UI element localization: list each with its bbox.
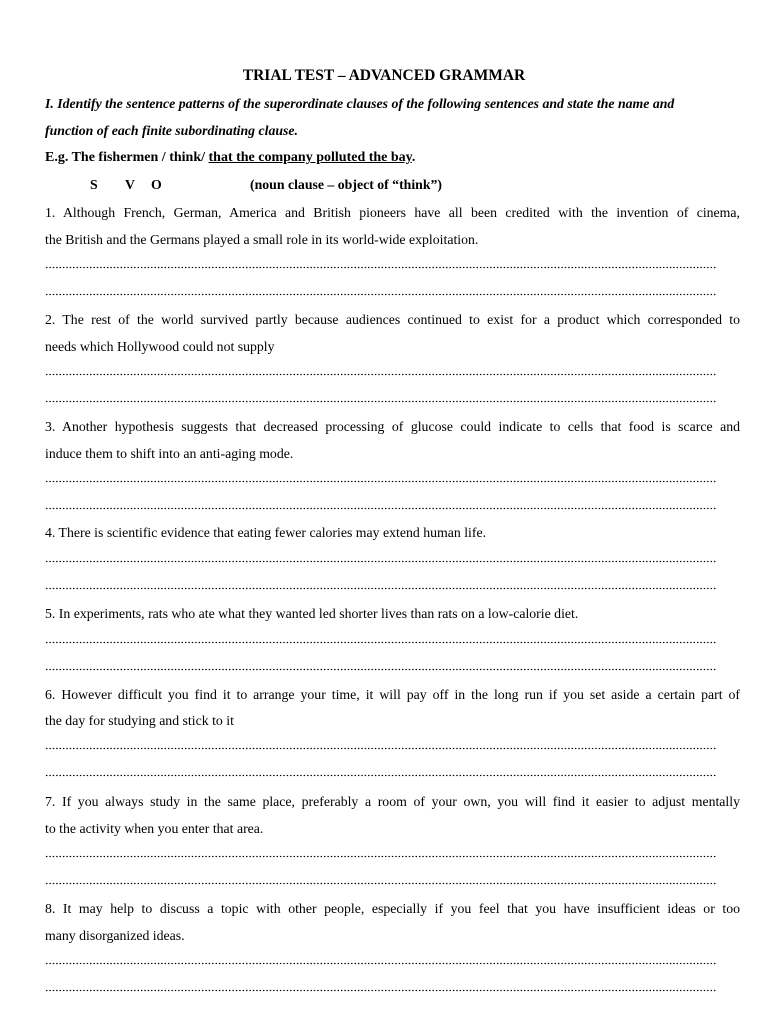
example-label-o: O — [151, 177, 162, 192]
example-note: (noun clause – object of “think”) — [250, 177, 443, 192]
answer-line — [45, 373, 716, 376]
answer-line — [45, 560, 716, 563]
question-4-line-1: 4. There is scientific evidence that eating fewer calories may extend human life. — [45, 525, 487, 540]
question-7-line-2: to the activity when you enter that area. — [45, 821, 264, 836]
answer-line — [45, 747, 716, 750]
question-2-line-1: 2. The rest of the world survived partly because audiences continued to exist for a product which corresponded to — [45, 312, 740, 327]
instruction-line-2: function of each finite subordinating clause. — [45, 123, 298, 138]
question-2-line-2: needs which Hollywood could not supply — [45, 339, 275, 354]
example-underlined-clause: that the company polluted the bay — [208, 150, 412, 165]
question-3-line-1: 3. Another hypothesis suggests that decreased processing of glucose could indicate to cells that food is scarce and — [45, 419, 740, 434]
answer-line — [45, 855, 716, 858]
answer-line — [45, 641, 716, 644]
instruction-line-1: I. Identify the sentence patterns of the superordinate clauses of the following sentences and state the name and — [45, 96, 675, 111]
question-7-line-1: 7. If you always study in the same place, preferably a room of your own, you will find it easier to adjust mentally — [45, 794, 740, 809]
question-1-line-2: the British and the Germans played a small role in its world-wide exploitation. — [45, 232, 479, 247]
answer-line — [45, 989, 716, 992]
answer-line — [45, 668, 716, 671]
answer-line — [45, 507, 716, 510]
question-1-line-1: 1. Although French, German, America and British pioneers have all been credited with the invention of cinema, — [45, 205, 740, 220]
answer-line — [45, 774, 716, 777]
page-title: TRIAL TEST – ADVANCED GRAMMAR — [242, 67, 526, 84]
example-sentence — [45, 147, 745, 169]
example-prefix: E.g. The fishermen / think/ — [45, 150, 209, 165]
answer-line — [45, 587, 716, 590]
question-6-line-2: the day for studying and stick to it — [45, 713, 234, 728]
example-label-s: S — [90, 177, 98, 192]
answer-line — [45, 882, 716, 885]
question-3-line-2: induce them to shift into an anti-aging mode. — [45, 446, 294, 461]
example-suffix: . — [411, 150, 416, 165]
question-6-line-1: 6. However difficult you find it to arrange your time, it will pay off in the long run if you set aside a certain part of — [45, 687, 740, 702]
question-8-line-2: many disorganized ideas. — [45, 928, 185, 943]
answer-line — [45, 266, 716, 269]
answer-line — [45, 293, 716, 296]
answer-line — [45, 962, 716, 965]
question-8-line-1: 8. It may help to discuss a topic with other people, especially if you feel that you have insufficient ideas or too — [45, 901, 740, 916]
question-5-line-1: 5. In experiments, rats who ate what they wanted led shorter lives than rats on a low-calorie diet. — [45, 606, 579, 621]
answer-line — [45, 480, 716, 483]
answer-line — [45, 400, 716, 403]
example-label-v: V — [125, 177, 135, 192]
